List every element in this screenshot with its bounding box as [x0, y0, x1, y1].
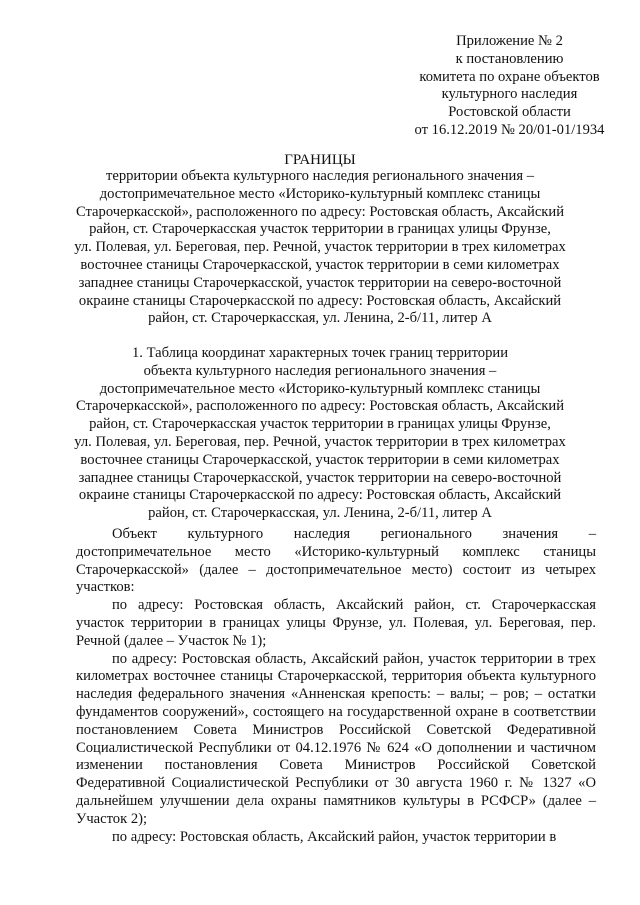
body-paragraph: Объект культурного наследия регионального значения – достопримечательное место «Историко-культурный комплекс станицы Старочеркасской» (далее – достопримечательное место) состоит из четырех участков:: [76, 526, 596, 596]
table-title-line: восточнее станицы Старочеркасской, участок территории в семи километрах: [80, 451, 560, 468]
table-title-line: объекта культурного наследия регионального значения –: [143, 362, 497, 379]
table-title-line: достопримечательное место «Историко-культурный комплекс станицы: [99, 380, 541, 397]
table-title-line: район, ст. Старочеркасская участок территории в границах улицы Фрунзе,: [89, 416, 551, 433]
table-title-line: окраине станицы Старочеркасской по адресу: Ростовская область, Аксайский: [78, 487, 562, 504]
title-line: западнее станицы Старочеркасской, участок территории на северо-восточной: [78, 274, 562, 291]
title-line: Старочеркасской», расположенного по адресу: Ростовская область, Аксайский: [75, 203, 565, 220]
table-title-line: район, ст. Старочеркасская, ул. Ленина, 2-б/11, литер А: [148, 505, 492, 522]
appendix-line: от 16.12.2019 № 20/01-01/1934: [414, 121, 605, 138]
body-paragraph: по адресу: Ростовская область, Аксайский район, ст. Старочеркасская участок территории в границах улицы Фрунзе, ул. Полевая, ул. Береговая, пер. Речной (далее – Участок № 1);: [76, 597, 596, 649]
title-line: восточнее станицы Старочеркасской, участок территории в семи километрах: [80, 256, 560, 273]
title-line: район, ст. Старочеркасская участок территории в границах улицы Фрунзе,: [89, 221, 551, 238]
body-paragraph: по адресу: Ростовская область, Аксайский район, участок территории в: [112, 828, 557, 845]
body-paragraph: по адресу: Ростовская область, Аксайский район, участок территории в трех километрах восточнее станицы Старочеркасской, территория объекта культурного наследия федерального значения «Анненская крепость: – валы; – ров; – остатки фундаментов сооружений», состоящего на государственной охране в соответствии постановлением Совета Министров Российской Советской Федеративной Социалистической Республики от 04.12.1976 № 624 «О дополнении и частичном изменении постановления Совета Министров Российской Советской Федеративной Социалистической Республики от 30 августа 1960 г. № 1327 «О дальнейшем улучшении дела охраны памятников культуры в РСФСР» (далее – Участок 2);: [76, 650, 596, 827]
title-line: окраине станицы Старочеркасской по адресу: Ростовская область, Аксайский: [78, 292, 562, 309]
document-heading: ГРАНИЦЫ: [284, 152, 356, 168]
title-line: территории объекта культурного наследия регионального значения –: [105, 168, 535, 184]
table-title-line: 1. Таблица координат характерных точек границ территории: [131, 345, 509, 361]
appendix-line: Ростовской области: [448, 104, 571, 121]
table-title-line: ул. Полевая, ул. Береговая, пер. Речной, участок территории в трех километрах: [74, 433, 566, 450]
body-text: [76, 526, 596, 846]
title-line: достопримечательное место «Историко-культурный комплекс станицы: [99, 185, 541, 202]
table-title-line: западнее станицы Старочеркасской, участок территории на северо-восточной: [78, 469, 562, 486]
document-title: [62, 168, 578, 328]
appendix-reference: [392, 33, 627, 140]
title-line: ул. Полевая, ул. Береговая, пер. Речной, участок территории в трех километрах: [74, 239, 566, 256]
appendix-line: к постановлению: [455, 50, 564, 67]
title-line: район, ст. Старочеркасская, ул. Ленина, 2-б/11, литер А: [148, 310, 492, 327]
appendix-line: культурного наследия: [441, 86, 578, 103]
appendix-line: комитета по охране объектов: [419, 68, 600, 85]
table-title-line: Старочеркасской», расположенного по адресу: Ростовская область, Аксайский: [75, 398, 565, 415]
appendix-line: Приложение № 2: [456, 33, 563, 49]
table-title: [62, 345, 578, 523]
